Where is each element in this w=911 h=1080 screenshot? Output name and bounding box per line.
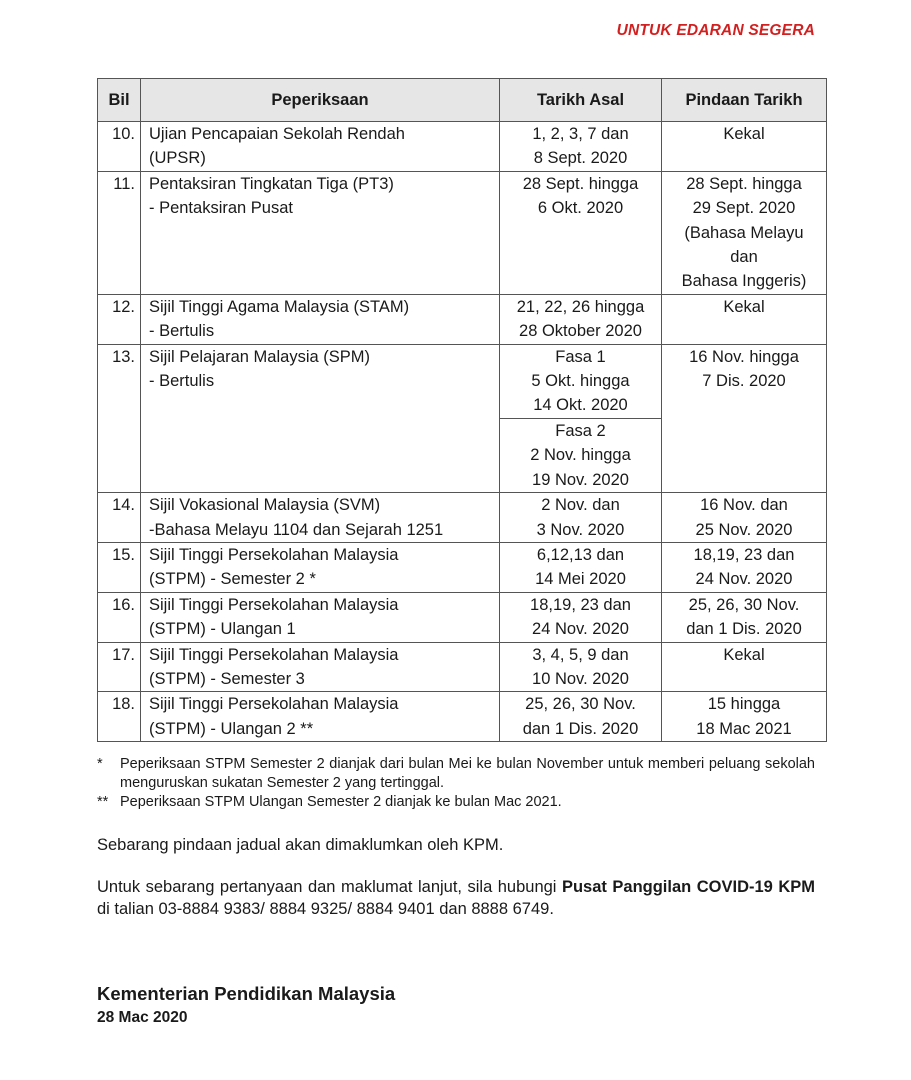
date-line: 16 Nov. hingga <box>689 347 799 366</box>
row-number: 12. <box>98 294 141 344</box>
date-line: 28 Sept. hingga <box>686 174 802 193</box>
exam-name <box>141 542 500 592</box>
date-line: 2 Nov. hingga <box>530 446 631 465</box>
original-date <box>500 592 662 642</box>
exam-name <box>141 592 500 642</box>
contact-paragraph <box>97 876 815 920</box>
amendment-notice: Sebarang pindaan jadual akan dimaklumkan oleh KPM. <box>97 836 504 854</box>
original-date-phase-2 <box>500 418 662 492</box>
exam-line: Sijil Tinggi Persekolahan Malaysia <box>149 595 399 614</box>
table-row <box>98 692 827 742</box>
revised-date <box>662 542 827 592</box>
date-line: dan 1 Dis. 2020 <box>686 620 802 639</box>
exam-line: (STPM) - Ulangan 2 ** <box>149 719 314 738</box>
header-revised-date: Pindaan Tarikh <box>662 79 827 122</box>
date-line: 25, 26, 30 Nov. <box>525 695 636 714</box>
table-row <box>98 542 827 592</box>
original-date <box>500 171 662 294</box>
footnote-text: Peperiksaan STPM Semester 2 dianjak dari bulan Mei ke bulan November untuk memberi peluang sekolah menguruskan sukatan Semester 2 yang tertinggal. <box>120 756 815 791</box>
date-line: 14 Okt. 2020 <box>533 396 628 415</box>
original-date <box>500 122 662 172</box>
footnote <box>97 793 815 812</box>
footnote-text: Peperiksaan STPM Ulangan Semester 2 dianjak ke bulan Mac 2021. <box>120 794 562 810</box>
date-line: 10 Nov. 2020 <box>532 669 629 688</box>
date-line: Kekal <box>723 297 765 316</box>
row-number: 14. <box>98 493 141 543</box>
header-original-date: Tarikh Asal <box>500 79 662 122</box>
date-line: 28 Sept. hingga <box>522 174 639 193</box>
date-line: 18 Mac 2021 <box>696 719 792 738</box>
header-exam: Peperiksaan <box>141 79 500 122</box>
exam-name <box>141 171 500 294</box>
issue-date: 28 Mac 2020 <box>97 1009 188 1026</box>
date-line: 2 Nov. dan <box>541 496 620 515</box>
date-line: dan 1 Dis. 2020 <box>522 719 639 738</box>
date-line: Kekal <box>723 645 765 664</box>
exam-name <box>141 294 500 344</box>
call-center-name: Pusat Panggilan COVID-19 KPM <box>561 878 815 896</box>
exam-line: (STPM) - Ulangan 1 <box>149 620 296 639</box>
revised-date <box>662 294 827 344</box>
date-line: 7 Dis. 2020 <box>702 372 786 391</box>
exam-line: Sijil Pelajaran Malaysia (SPM) <box>149 347 370 366</box>
table-header-row <box>98 79 827 122</box>
date-line: Kekal <box>723 125 765 143</box>
exam-line: -Bahasa Melayu 1104 dan Sejarah 1251 <box>149 520 444 539</box>
original-date <box>500 542 662 592</box>
date-line: 14 Mei 2020 <box>535 570 626 589</box>
footnote-mark: * <box>97 756 103 772</box>
contact-text-start: Untuk sebarang pertanyaan dan maklumat lanjut, sila hubungi <box>97 878 562 896</box>
exam-schedule-table <box>97 78 827 742</box>
exam-line: - Bertulis <box>149 322 215 341</box>
footnote-mark: ** <box>97 794 109 810</box>
table-row <box>98 493 827 543</box>
exam-name <box>141 493 500 543</box>
revised-date <box>662 642 827 692</box>
exam-line: - Pentaksiran Pusat <box>149 199 293 218</box>
date-line: (Bahasa Melayu <box>684 223 804 242</box>
table-row <box>98 171 827 294</box>
date-line: Fasa 2 <box>555 421 606 440</box>
date-line: 29 Sept. 2020 <box>692 199 796 218</box>
header-bil: Bil <box>98 79 141 122</box>
footnote <box>97 755 815 793</box>
date-line: 1, 2, 3, 7 dan <box>532 125 629 143</box>
row-number: 15. <box>98 542 141 592</box>
date-line: 16 Nov. dan <box>700 496 788 515</box>
revised-date <box>662 344 827 492</box>
date-line: 6,12,13 dan <box>536 545 625 564</box>
table-row <box>98 642 827 692</box>
date-line: 19 Nov. 2020 <box>532 470 629 489</box>
exam-name <box>141 692 500 742</box>
exam-line: Pentaksiran Tingkatan Tiga (PT3) <box>149 174 394 193</box>
date-line: 3, 4, 5, 9 dan <box>532 645 629 664</box>
date-line: dan <box>730 248 758 267</box>
exam-name <box>141 122 500 172</box>
table-row <box>98 344 827 418</box>
original-date <box>500 692 662 742</box>
exam-line: Sijil Tinggi Agama Malaysia (STAM) <box>149 297 410 316</box>
date-line: 28 Oktober 2020 <box>519 322 642 341</box>
revised-date <box>662 692 827 742</box>
date-line: 15 hingga <box>707 695 781 714</box>
row-number: 13. <box>98 344 141 492</box>
date-line: 3 Nov. 2020 <box>536 520 625 539</box>
revised-date <box>662 493 827 543</box>
date-line: 24 Nov. 2020 <box>532 620 629 639</box>
exam-line: Sijil Tinggi Persekolahan Malaysia <box>149 545 399 564</box>
original-date-phase-1 <box>500 344 662 418</box>
date-line: 8 Sept. 2020 <box>533 149 628 168</box>
date-line: 25 Nov. 2020 <box>695 520 793 539</box>
date-line: 25, 26, 30 Nov. <box>688 595 800 614</box>
exam-line: (STPM) - Semester 3 <box>149 669 305 688</box>
date-line: 6 Okt. 2020 <box>537 199 624 218</box>
date-line: 5 Okt. hingga <box>531 372 630 391</box>
date-line: Bahasa Inggeris) <box>681 272 807 291</box>
exam-name <box>141 344 500 492</box>
contact-text-end: di talian 03-8884 9383/ 8884 9325/ 8884 9401 dan 8888 6749. <box>97 900 554 918</box>
exam-line: (UPSR) <box>149 149 206 168</box>
row-number: 18. <box>98 692 141 742</box>
date-line: 18,19, 23 dan <box>693 545 795 564</box>
exam-line: Sijil Vokasional Malaysia (SVM) <box>149 496 381 515</box>
date-line: 24 Nov. 2020 <box>695 570 793 589</box>
row-number: 17. <box>98 642 141 692</box>
row-number: 16. <box>98 592 141 642</box>
original-date <box>500 493 662 543</box>
release-label: UNTUK EDARAN SEGERA <box>616 22 815 39</box>
date-line: Fasa 1 <box>555 347 606 366</box>
row-number: 11. <box>98 171 141 294</box>
exam-line: Ujian Pencapaian Sekolah Rendah <box>149 125 405 143</box>
revised-date <box>662 122 827 172</box>
table-row <box>98 294 827 344</box>
original-date <box>500 642 662 692</box>
exam-line: (STPM) - Semester 2 * <box>149 570 316 589</box>
footnotes <box>97 755 815 812</box>
row-number: 10. <box>98 122 141 172</box>
exam-line: Sijil Tinggi Persekolahan Malaysia <box>149 695 399 714</box>
table-row <box>98 122 827 172</box>
original-date <box>500 294 662 344</box>
date-line: 21, 22, 26 hingga <box>516 297 645 316</box>
table-row <box>98 592 827 642</box>
ministry-name: Kementerian Pendidikan Malaysia <box>97 983 396 1004</box>
revised-date <box>662 171 827 294</box>
exam-line: - Bertulis <box>149 372 215 391</box>
date-line: 18,19, 23 dan <box>530 595 631 614</box>
exam-line: Sijil Tinggi Persekolahan Malaysia <box>149 645 399 664</box>
revised-date <box>662 592 827 642</box>
exam-name <box>141 642 500 692</box>
